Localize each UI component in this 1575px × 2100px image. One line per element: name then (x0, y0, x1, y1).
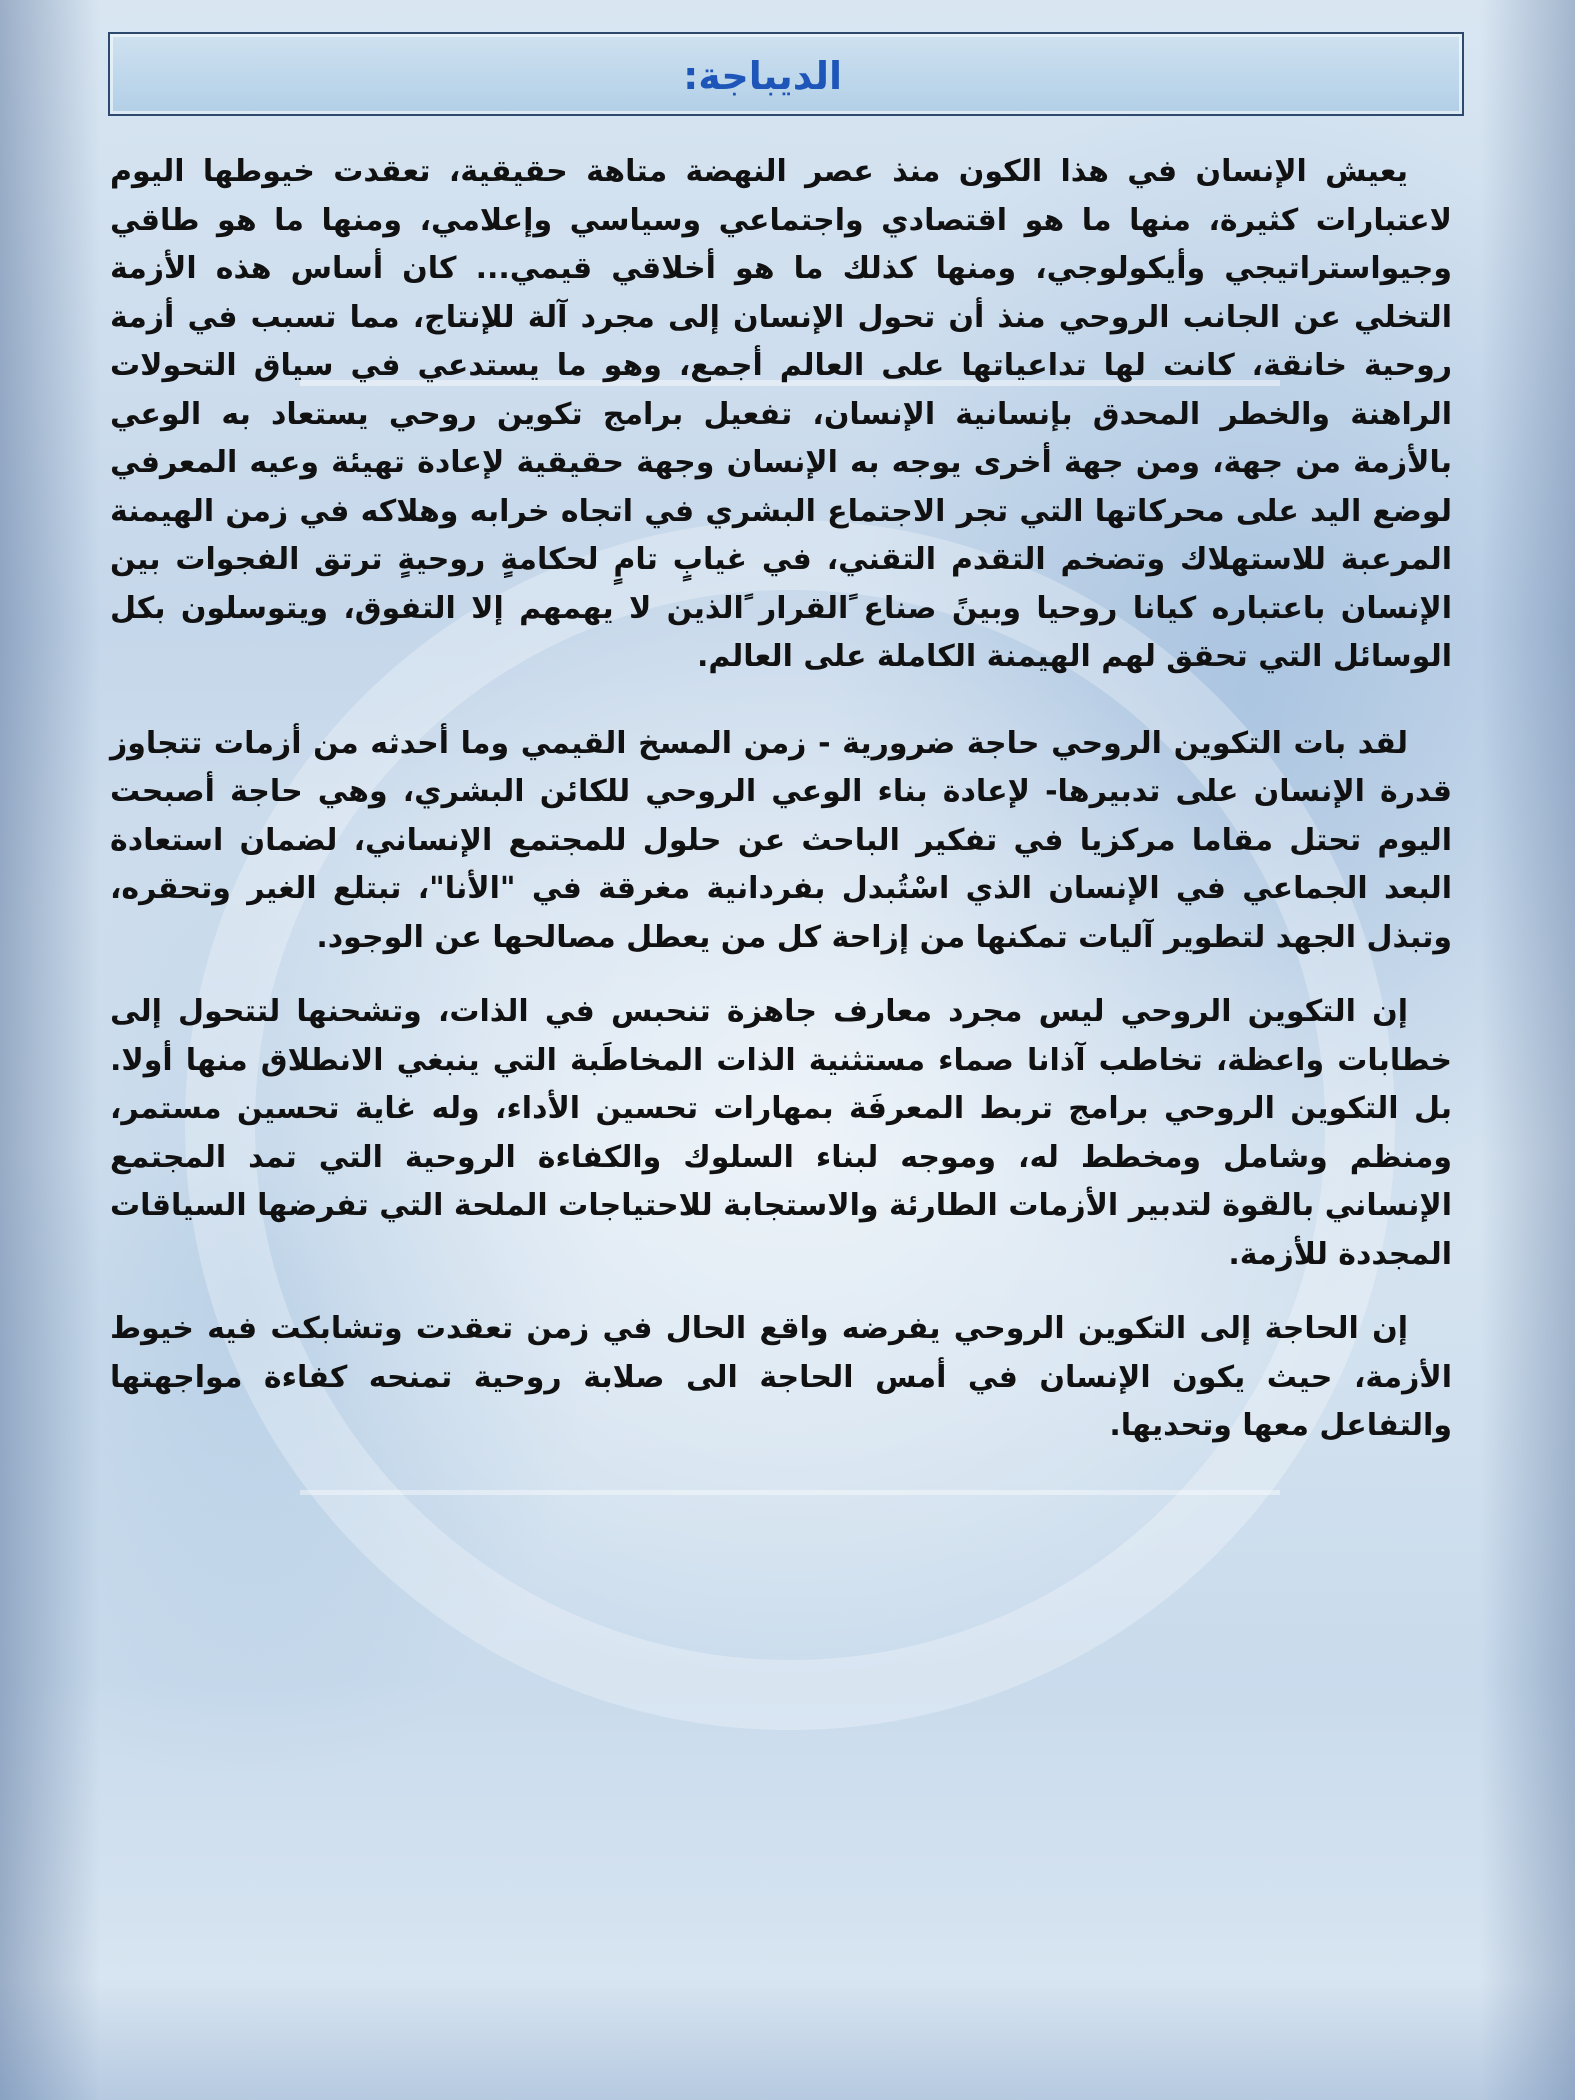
background-light-streak (300, 1490, 1280, 1495)
paragraph: لقد بات التكوين الروحي حاجة ضرورية - زمن المسخ القيمي وما أحدثه من أزمات تتجاوز قدرة الإنسان على تدبيرها- لإعادة بناء الوعي الروحي للكائن البشري، وهي حاجة أصبحت اليوم تحتل مقاما مركزيا في تفكير الباحث عن حلول للمجتمع الإنساني، لضمان استعادة البعد الجماعي في الإنسان الذي اسْتُبدل بفردانية مغرقة في "الأنا"، تبتلع الغير وتحقره، وتبذل الجهد لتطوير آليات تمكنها من إزاحة كل من يعطل مصالحها عن الوجود. (110, 725, 1452, 955)
title-banner (108, 32, 1464, 116)
paragraph: إن الحاجة إلى التكوين الروحي يفرضه واقع الحال في زمن تعقدت وتشابكت فيه خيوط الأزمة، حيث يكون الإنسان في أمس الحاجة الى صلابة روحية تمنحه كفاءة مواجهتها والتفاعل معها وتحديها. (110, 1311, 1452, 1443)
document-body (110, 148, 1452, 1451)
background-shade-left (0, 0, 100, 2100)
page-title: الديباجة: (683, 54, 842, 98)
background-shade-right (1480, 0, 1575, 2100)
paragraph: يعيش الإنسان في هذا الكون منذ عصر النهضة متاهة حقيقية، تعقدت خيوطها اليوم لاعتبارات كثيرة، منها ما هو اقتصادي واجتماعي وسياسي وإعلامي، ومنها ما هو طاقي وجيواستراتيجي وأيكولوجي، ومنها كذلك ما هو أخلاقي قيمي... كان أساس هذه الأزمة التخلي عن الجانب الروحي منذ أن تحول الإنسان إلى مجرد آلة للإنتاج، مما تسبب في أزمة روحية خانقة، كانت لها تداعياتها على العالم أجمع، وهو ما يستدعي في سياق التحولات الراهنة والخطر المحدق بإنسانية الإنسان، تفعيل برامج تكوين روحي يستعاد به الوعي بالأزمة من جهة، ومن جهة أخرى يوجه به الإنسان وجهة حقيقية لإعادة تهيئة وعيه المعرفي لوضع اليد على محركاتها التي تجر الاجتماع البشري في اتجاه خرابه وهلاكه في زمن الهيمنة المرعبة للاستهلاك وتضخم التقدم التقني، في غيابٍ تامٍ لحكامةٍ روحيةٍ ترتق الفجوات بين الإنسان باعتباره كيانا روحيا وبينً صناع ًالقرار ًالذين لا يهمهم إلا التفوق، ويتوسلون بكل الوسائل التي تحقق لهم الهيمنة الكاملة على العالم. (110, 154, 1452, 674)
background-shade-bottom (0, 1980, 1575, 2100)
paragraph: إن التكوين الروحي ليس مجرد معارف جاهزة تنحبس في الذات، وتشحنها لتتحول إلى خطابات واعظة، تخاطب آذانا صماء مستثنية الذات المخاطَبة التي ينبغي الانطلاق منها أولا. بل التكوين الروحي برامج تربط المعرفَة بمهارات تحسين الأداء، وله غاية تحسين مستمر، ومنظم وشامل ومخطط له، وموجه لبناء السلوك والكفاءة الروحية التي تمد المجتمع الإنساني بالقوة لتدبير الأزمات الطارئة والاستجابة للاحتياجات الملحة التي تفرضها السياقات المجددة للأزمة. (110, 994, 1452, 1272)
